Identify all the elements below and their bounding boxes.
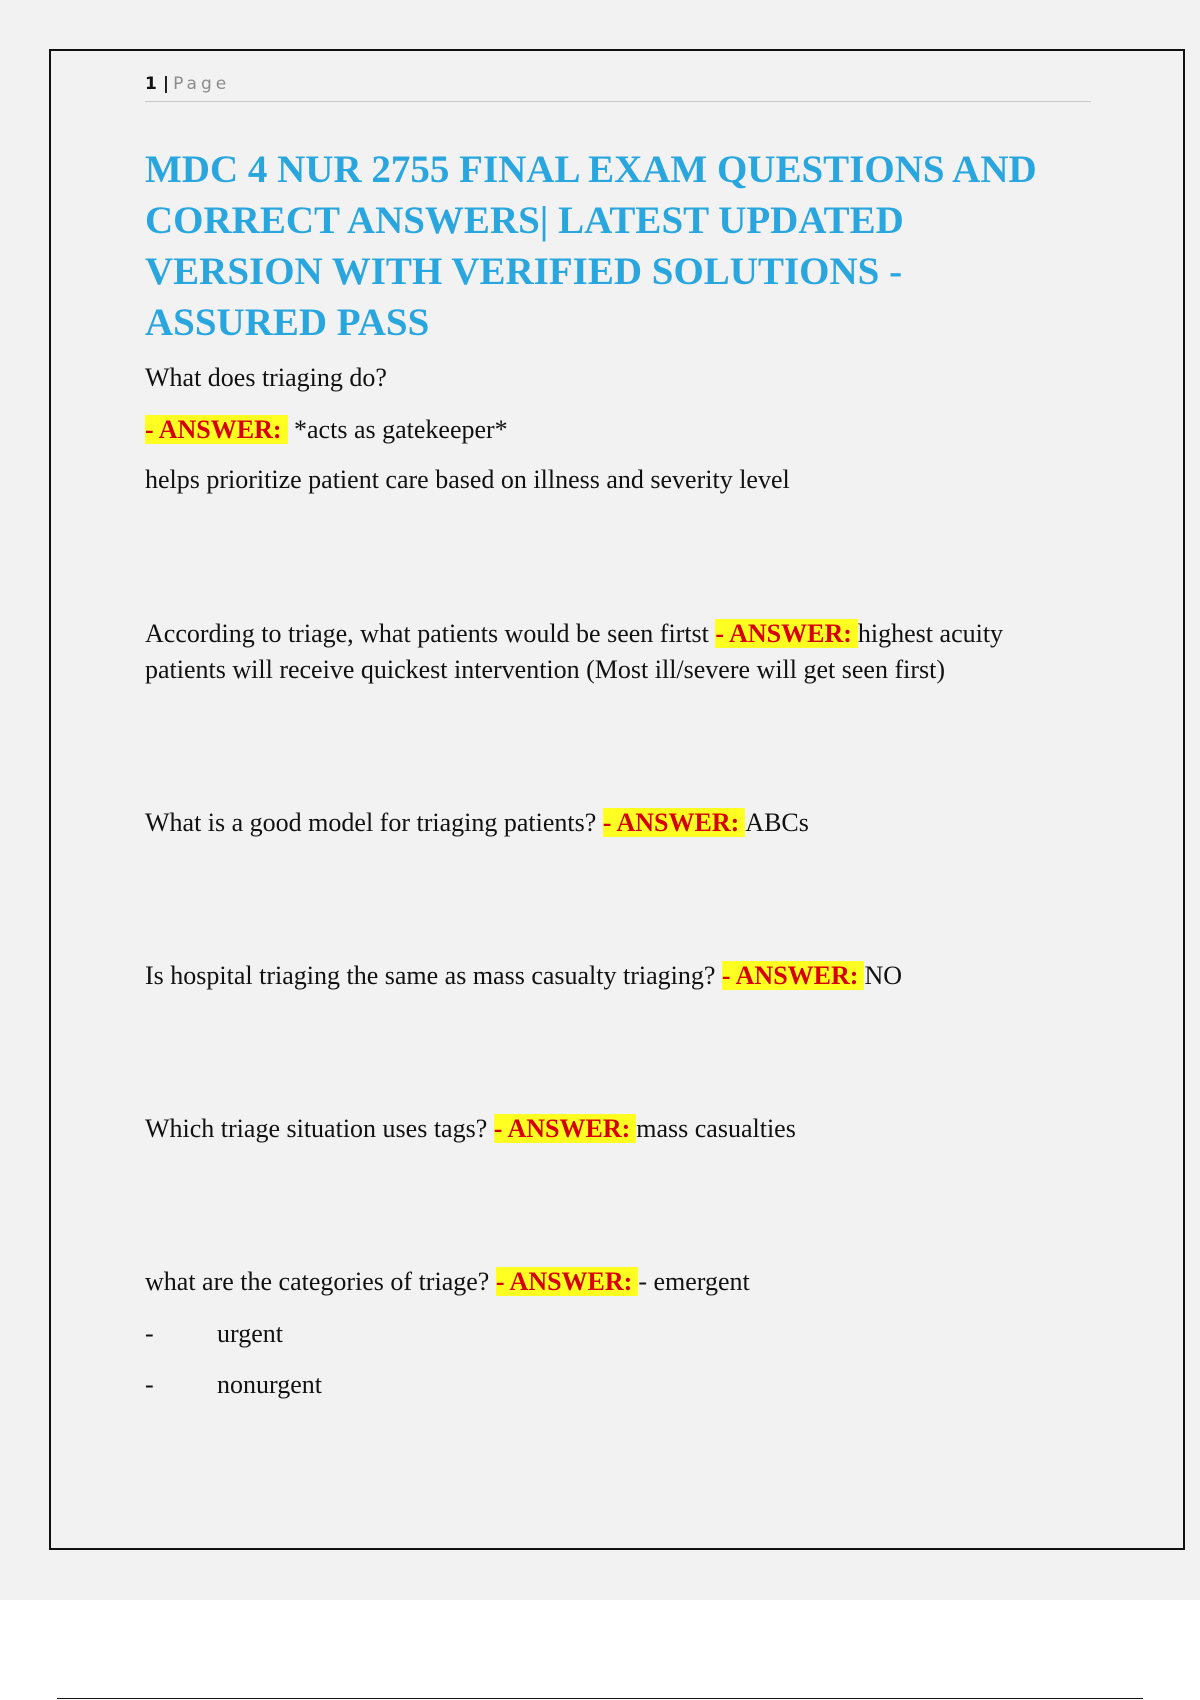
- qa-item: [145, 616, 1095, 688]
- question-text: Which triage situation uses tags?: [145, 1114, 488, 1143]
- list-item-text: urgent: [217, 1319, 283, 1348]
- title-line: CORRECT ANSWERS| LATEST UPDATED: [145, 199, 904, 242]
- answer-label: - ANSWER:: [145, 415, 288, 444]
- list-item: [145, 1316, 1095, 1352]
- answer-continuation: patients will receive quickest intervention (Most ill/severe will get seen first): [145, 655, 945, 684]
- qa-line: [145, 805, 1095, 841]
- question-text: Is hospital triaging the same as mass casualty triaging?: [145, 961, 716, 990]
- qa-line: [145, 1264, 1095, 1300]
- qa-item: [145, 1264, 1095, 1403]
- qa-item: [145, 360, 1095, 498]
- answer-label: - ANSWER:: [603, 808, 746, 837]
- answer-label: - ANSWER:: [715, 619, 858, 648]
- answer-label: - ANSWER:: [496, 1267, 639, 1296]
- qa-item: [145, 805, 1095, 841]
- answer-continuation: helps prioritize patient care based on illness and severity level: [145, 465, 790, 494]
- bullet-dash: -: [145, 1370, 154, 1399]
- answer-text: highest acuity: [857, 619, 1004, 648]
- qa-item: [145, 1111, 1095, 1147]
- page-separator: |: [162, 74, 170, 94]
- question-text: What is a good model for triaging patients?: [145, 808, 597, 837]
- bottom-divider: [57, 1698, 1143, 1699]
- bullet-dash: -: [145, 1319, 154, 1348]
- answer-label: - ANSWER:: [494, 1114, 637, 1143]
- list-item-text: nonurgent: [217, 1370, 322, 1399]
- answer-label: - ANSWER:: [722, 961, 865, 990]
- document-title: [145, 144, 1095, 348]
- title-line: VERSION WITH VERIFIED SOLUTIONS -: [145, 250, 903, 293]
- qa-line: [145, 958, 1095, 994]
- answer-text: ABCs: [745, 808, 809, 837]
- answer-text: *acts as gatekeeper*: [294, 415, 508, 444]
- qa-item: [145, 958, 1095, 994]
- title-line: MDC 4 NUR 2755 FINAL EXAM QUESTIONS AND: [145, 148, 1037, 191]
- qa-line: [145, 1111, 1095, 1147]
- list-item: [145, 1367, 1095, 1403]
- answer-text: - emergent: [638, 1267, 750, 1296]
- answer-line: [145, 412, 1095, 448]
- answer-text: NO: [864, 961, 902, 990]
- question-text: According to triage, what patients would be seen firtst: [145, 619, 709, 648]
- qa-line: [145, 616, 1095, 652]
- answer-text: mass casualties: [636, 1114, 796, 1143]
- page-label: Page: [173, 74, 231, 94]
- title-line: ASSURED PASS: [145, 301, 430, 344]
- question-text: What does triaging do?: [145, 363, 387, 392]
- page-header: [145, 70, 1091, 102]
- question-text: what are the categories of triage?: [145, 1267, 490, 1296]
- page-number: 1: [145, 74, 157, 94]
